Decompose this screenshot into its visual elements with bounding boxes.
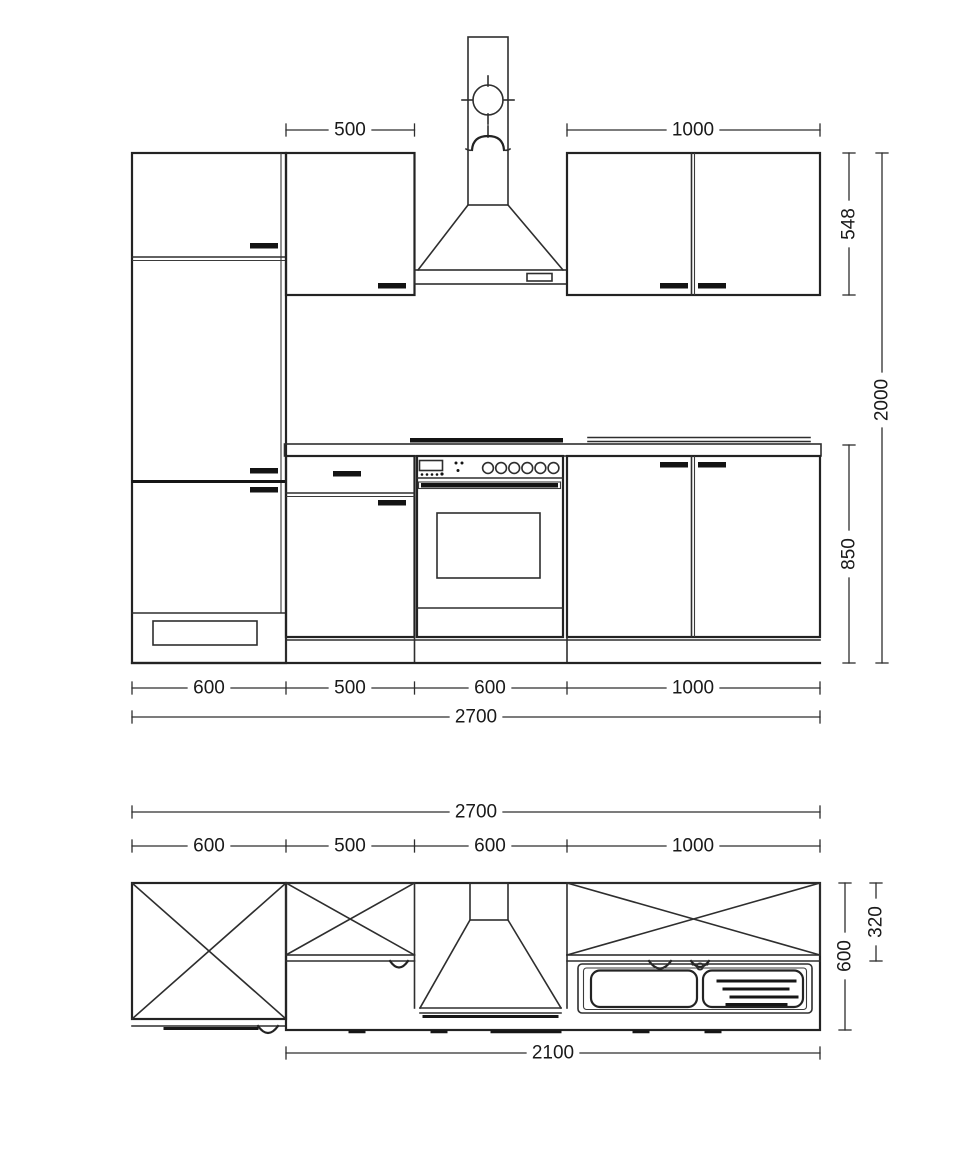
elevation-view [132, 37, 893, 728]
plan-wall-cabinet-1000 [567, 883, 820, 969]
oven-door-handle [421, 483, 558, 488]
oven-knobs [483, 463, 559, 474]
base-cabinet-500 [286, 456, 415, 637]
door-handle-arc [258, 1026, 278, 1033]
drainer-ribs [718, 981, 797, 1005]
canopy-edge [418, 205, 468, 270]
wall-cabinet-1000 [567, 153, 820, 295]
door-handle [378, 283, 406, 289]
dim-label-2700: 2700 [454, 706, 498, 728]
door-handle [660, 283, 688, 289]
door-handle [250, 487, 278, 493]
canopy-edge [508, 205, 563, 270]
dim-label-plan-600b: 600 [474, 835, 506, 857]
plan-view [132, 802, 887, 1064]
dim-label-bottom-600a: 600 [193, 677, 225, 699]
door-handle [250, 468, 278, 474]
plinth [132, 637, 820, 663]
dimension-right-2000 [872, 153, 893, 663]
dim-label-2000: 2000 [871, 378, 893, 422]
duct-outlet-symbol [473, 85, 503, 115]
plan-tall-cabinet [132, 883, 286, 1033]
oven-window [437, 513, 540, 578]
dim-label-depth-320: 320 [865, 906, 887, 938]
door-handle [660, 462, 688, 468]
sink [578, 964, 812, 1013]
dim-label-850: 850 [838, 538, 860, 570]
sink-bowl [591, 971, 697, 1008]
dimension-plan-2100 [286, 1043, 820, 1064]
oven-display [420, 461, 443, 471]
dim-label-bottom-1000: 1000 [671, 677, 715, 699]
door-handle [698, 462, 726, 468]
sink-base-cabinet [567, 456, 820, 637]
dim-label-bottom-500: 500 [334, 677, 366, 699]
dim-label-plan-600a: 600 [193, 835, 225, 857]
tall-cabinet [132, 153, 286, 663]
cooktop-profile [410, 438, 563, 443]
drawer-handle [333, 471, 361, 477]
hood-duct [470, 883, 508, 920]
hood-control [527, 274, 552, 282]
dimension-top-1000 [567, 120, 820, 141]
dimension-plan-widths [132, 836, 820, 857]
dimension-plan-2700 [132, 802, 820, 823]
dimension-top-500 [286, 120, 415, 141]
dimension-right-850 [839, 445, 860, 663]
door-handle [250, 243, 278, 249]
dimension-bottom-widths [132, 678, 820, 699]
plinth-vent [153, 621, 257, 645]
hood-symbol [466, 126, 510, 150]
dim-label-top-1000: 1000 [671, 119, 715, 141]
dim-label-top-500: 500 [334, 119, 366, 141]
door-handle [698, 283, 726, 289]
dim-label-plan-2700: 2700 [454, 801, 498, 823]
door-handle [378, 500, 406, 506]
cooker-hood [415, 37, 568, 284]
sink-rim-profile [588, 438, 810, 442]
dim-label-plan-500: 500 [334, 835, 366, 857]
oven [417, 456, 563, 637]
dimension-plan-320-depth [866, 883, 887, 961]
dimension-right-548 [839, 153, 860, 295]
dim-label-plan-1000: 1000 [671, 835, 715, 857]
hood-body [415, 270, 568, 284]
countertop [285, 444, 822, 456]
dimension-plan-600-depth [835, 883, 856, 1030]
door-handle-arc [390, 961, 408, 968]
wall-cabinet-500 [286, 153, 415, 295]
plan-cooker-hood [415, 883, 568, 1017]
dim-label-2100: 2100 [531, 1042, 575, 1064]
plan-wall-cabinet-500 [286, 883, 415, 968]
dim-label-bottom-600b: 600 [474, 677, 506, 699]
dimension-total-2700 [132, 707, 820, 728]
dim-label-depth-600: 600 [834, 940, 856, 972]
dim-label-548: 548 [838, 208, 860, 240]
